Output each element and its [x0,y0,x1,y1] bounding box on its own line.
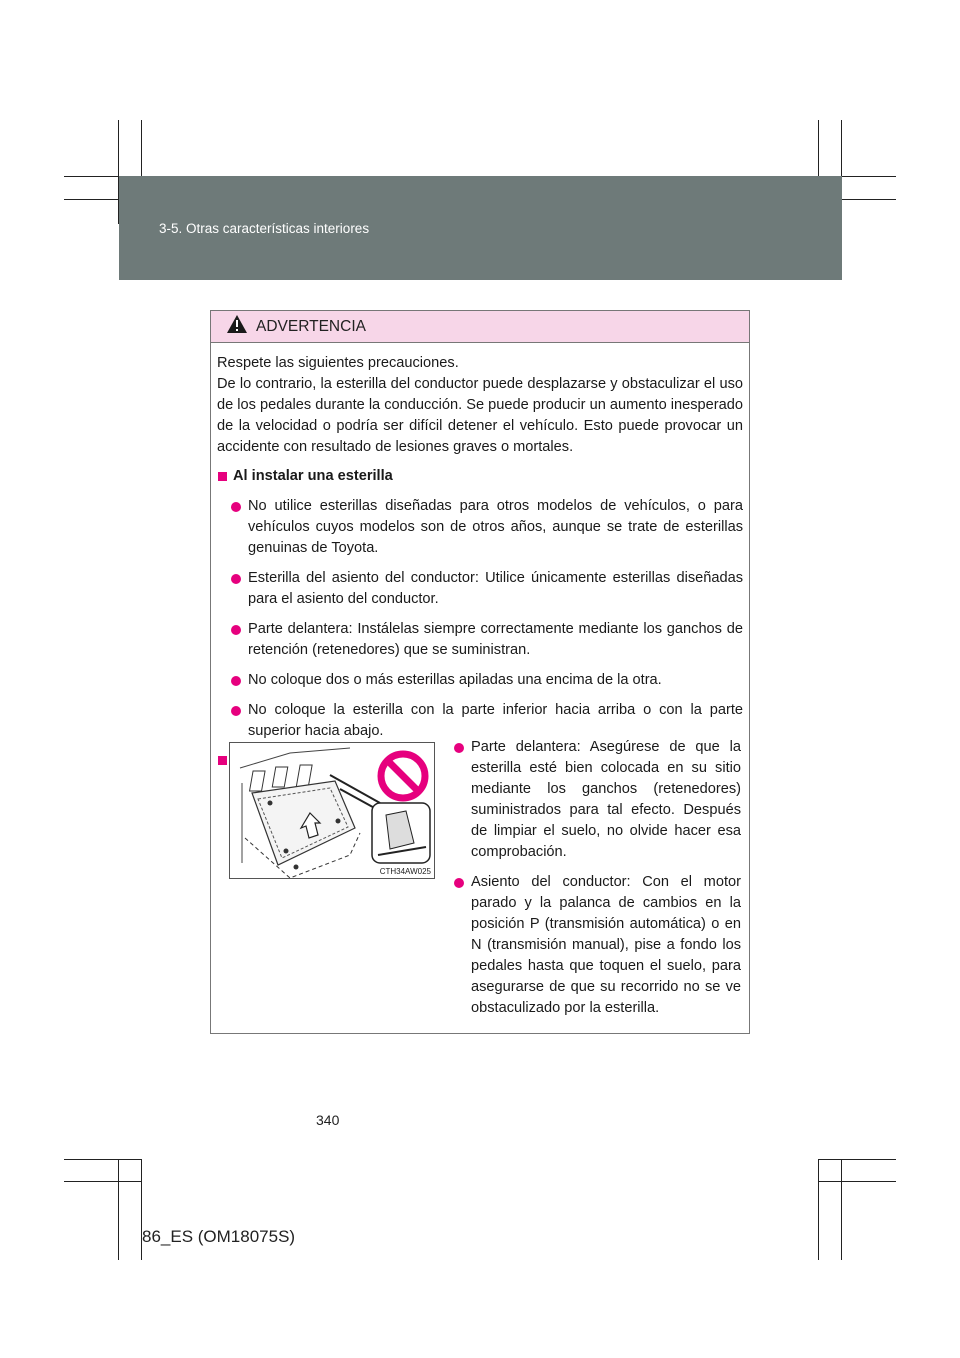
list-item-text: Parte delantera: Asegúrese de que la esterilla esté bien colocada en su sitio mediante los ganchos (retenedores) suministrados para tal efecto. Después de limpiar el suelo, no olvide hacer esa comprobación. [471,739,741,860]
warning-intro: Respete las siguientes precauciones. [217,355,459,371]
list-item [217,568,743,610]
square-bullet-icon [218,472,227,481]
crop-mark [841,1160,842,1260]
crop-mark [818,1181,896,1182]
floor-mat-illustration [229,742,435,879]
list-item [217,700,743,742]
illustration-code: CTH34AW025 [379,867,431,876]
dot-bullet-icon [231,625,241,635]
list-item [445,737,741,863]
square-bullet-icon [218,756,227,765]
warning-triangle-icon [226,314,248,339]
crop-mark [64,1181,142,1182]
warning-box [210,310,750,1034]
dot-bullet-icon [231,676,241,686]
dot-bullet-icon [454,878,464,888]
crop-mark [64,1159,142,1160]
list-item-text: No coloque dos o más esterillas apiladas una encima de la otra. [248,672,662,688]
dot-bullet-icon [231,574,241,584]
crop-mark [818,1160,819,1260]
warning-content [217,353,743,771]
list-item [217,496,743,559]
document-code: 86_ES (OM18075S) [142,1227,296,1246]
warning-body: De lo contrario, la esterilla del conductor puede desplazarse y obstaculizar el uso de los pedales durante la conducción. Se puede producir un aumento inesperado de la velocidad o podría ser difícil detener el vehículo. Esto puede provocar un accidente con resultado de lesiones graves o mortales. [217,376,743,455]
dot-bullet-icon [454,743,464,753]
right-column [445,737,741,1019]
warning-title: ADVERTENCIA [256,317,366,335]
crop-mark [118,1160,119,1260]
list-item [217,670,743,691]
crop-mark [818,1159,896,1160]
list-item-text: No utilice esterillas diseñadas para otros modelos de vehículos, o para vehículos cuyos modelos son de otros años, aunque se trate de esterillas genuinas de Toyota. [248,498,743,556]
warning-header [211,311,749,343]
section-heading-text: Al instalar una esterilla [233,468,393,484]
dot-bullet-icon [231,706,241,716]
list-item-text: No coloque la esterilla con la parte inferior hacia arriba o con la parte superior hacia abajo. [248,702,743,739]
section-header-band [119,176,842,280]
section-title: 3-5. Otras características interiores [159,221,370,236]
list-item-text: Esterilla del asiento del conductor: Utilice únicamente esterillas diseñadas para el asiento del conductor. [248,570,743,607]
list-item-text: Asiento del conductor: Con el motor parado y la palanca de cambios en la posición P (transmisión automática) o en N (transmisión manual), pise a fondo los pedales hasta que toquen el suelo, para asegurarse de que su recorrido no se ve obstaculizado por la esterilla. [471,874,741,1016]
section-heading [217,466,743,487]
list-item-text: Parte delantera: Instálelas siempre correctamente mediante los ganchos de retención (retenedores) que se suministran. [248,621,743,658]
list-item [217,619,743,661]
list-item [445,872,741,1019]
page-number: 340 [316,1112,340,1128]
dot-bullet-icon [231,502,241,512]
floor-mat-drawing [230,743,434,878]
